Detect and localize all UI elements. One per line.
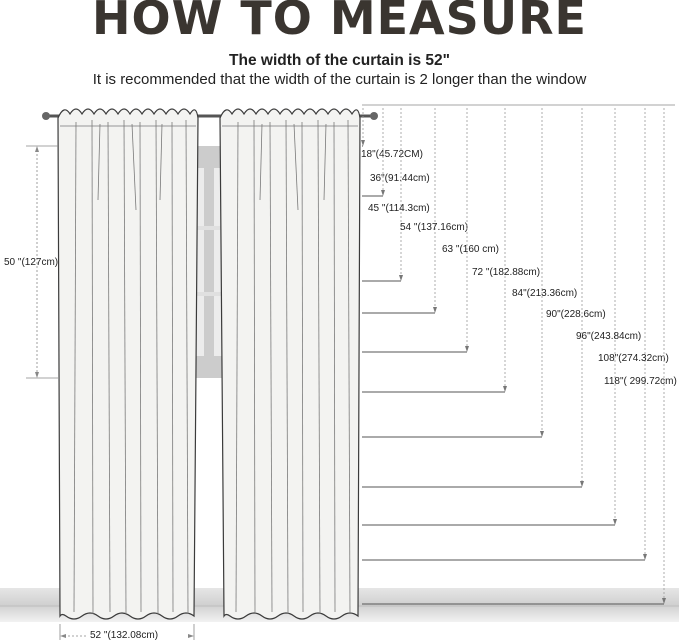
length-label-1: 18"(45.72CM) bbox=[361, 149, 423, 160]
length-label-3: 45 "(114.3cm) bbox=[368, 203, 430, 214]
length-label-11: 118"( 299.72cm) bbox=[604, 376, 677, 387]
length-label-6: 72 "(182.88cm) bbox=[472, 267, 541, 278]
page-title: HOW TO MEASURE bbox=[92, 0, 587, 45]
length-arrow-10 bbox=[643, 554, 647, 560]
length-label-2: 36"(91.44cm) bbox=[370, 173, 430, 184]
length-arrow-1 bbox=[361, 140, 365, 146]
length-arrow-5 bbox=[465, 346, 469, 352]
length-arrow-8 bbox=[580, 481, 584, 487]
length-arrow-2 bbox=[381, 190, 385, 196]
length-arrow-3 bbox=[399, 275, 403, 281]
panel-width-arrow-right bbox=[188, 634, 194, 638]
length-label-10: 108"(274.32cm) bbox=[598, 353, 669, 364]
curtain-panel-right bbox=[220, 109, 360, 619]
width-statement: The width of the curtain is 52" bbox=[229, 52, 450, 69]
length-label-4: 54 "(137.16cm) bbox=[400, 222, 469, 233]
panel-height-arrow-bottom bbox=[35, 372, 39, 378]
length-label-7: 84"(213.36cm) bbox=[512, 288, 578, 299]
panel-height-arrow-top bbox=[35, 146, 39, 152]
length-arrow-4 bbox=[433, 307, 437, 313]
length-arrow-6 bbox=[503, 386, 507, 392]
length-label-5: 63 "(160 cm) bbox=[442, 244, 499, 255]
length-label-8: 90"(228.6cm) bbox=[546, 309, 606, 320]
curtain-panel-left bbox=[58, 109, 198, 619]
length-label-9: 96"(243.84cm) bbox=[576, 331, 642, 342]
width-recommendation: It is recommended that the width of the curtain is 2 longer than the window bbox=[92, 71, 587, 88]
panel-width-label: 52 "(132.08cm) bbox=[90, 630, 159, 641]
panel-height-label: 50 "(127cm) bbox=[4, 257, 59, 268]
panel-width-arrow-left bbox=[60, 634, 66, 638]
length-arrow-9 bbox=[613, 519, 617, 525]
length-arrow-7 bbox=[540, 431, 544, 437]
length-options bbox=[361, 108, 677, 604]
